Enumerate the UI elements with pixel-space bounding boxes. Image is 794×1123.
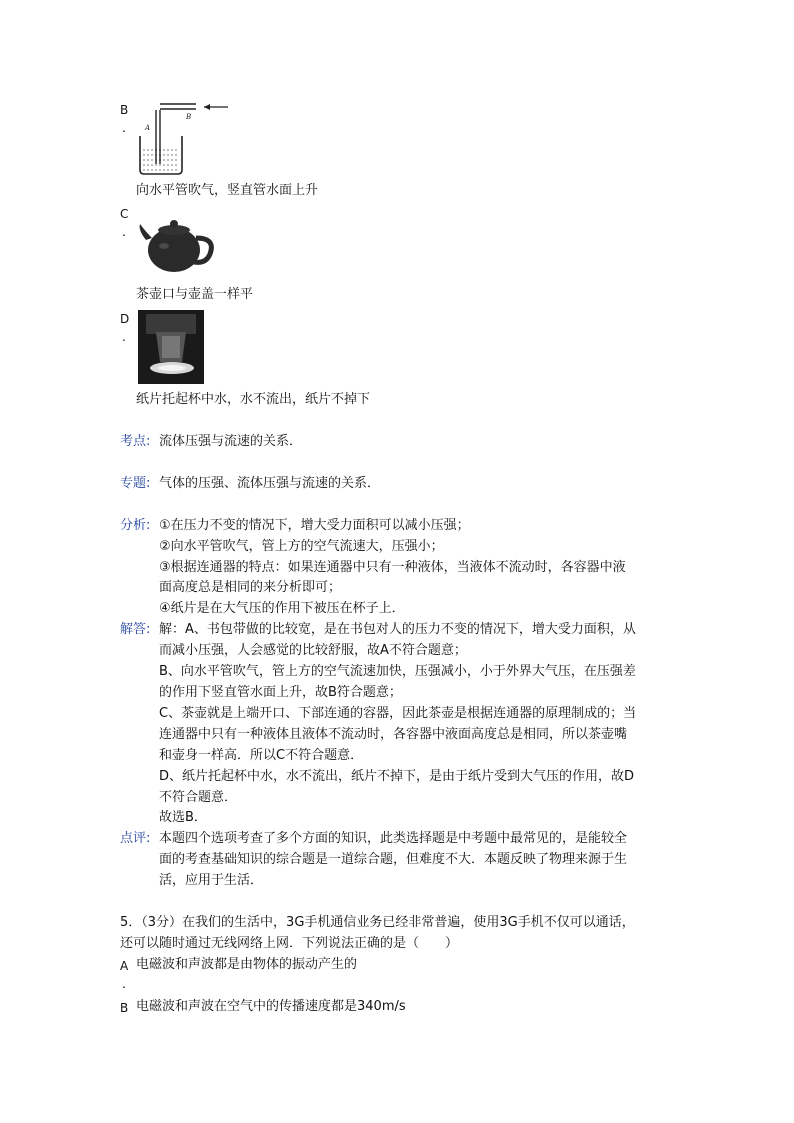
zhuanti-label: 专题: [120, 476, 151, 491]
q5-option-a-dot: . [122, 977, 126, 991]
jieda-line: 故选B． [159, 810, 207, 825]
option-d-letter: D [120, 312, 130, 326]
inverted-cup-photo [138, 310, 204, 384]
jieda-line: C、茶壶就是上端开口、下部连通的容器，因此茶壶是根据连通器的原理制成的；当 [159, 706, 637, 721]
option-b-caption: 向水平管吹气，竖直管水面上升 [136, 183, 319, 198]
tube-a-label: A [145, 124, 151, 132]
kaodian-text: 流体压强与流速的关系． [159, 434, 303, 449]
jieda-line: 而减小压强，人会感觉的比较舒服，故A不符合题意； [159, 643, 467, 658]
option-c-caption: 茶壶口与壶盖一样平 [136, 287, 254, 302]
dianping-label: 点评: [120, 831, 151, 846]
jieda-line: 解：A、书包带做的比较宽，是在书包对人的压力不变的情况下，增大受力面积，从 [159, 622, 636, 637]
fenxi-line: ①在压力不变的情况下，增大受力面积可以减小压强； [159, 518, 470, 533]
option-d-dot: . [122, 330, 126, 344]
dianping-line: 本题四个选项考查了多个方面的知识，此类选择题是中考题中最常见的，是能较全 [159, 831, 628, 846]
jieda-line: 和壶身一样高．所以C不符合题意． [159, 748, 364, 763]
q5-option-a-text: 电磁波和声波都是由物体的振动产生的 [136, 957, 358, 972]
option-b-dot: . [122, 121, 126, 135]
dianping-line: 面的考查基础知识的综合题是一道综合题，但难度不大．本题反映了物理来源于生 [159, 852, 628, 867]
q5-option-b-text: 电磁波和声波在空气中的传播速度都是340m/s [136, 999, 406, 1014]
zhuanti-text: 气体的压强、流体压强与流速的关系． [159, 476, 381, 491]
jieda-line: 不符合题意． [159, 790, 238, 805]
jieda-line: D、纸片托起杯中水，水不流出，纸片不掉下，是由于纸片受到大气压的作用，故D [159, 769, 635, 784]
teapot-photo [136, 210, 216, 276]
fenxi-line: 面高度总是相同的来分析即可； [159, 580, 342, 595]
fenxi-label: 分析: [120, 518, 151, 533]
jieda-label: 解答: [120, 622, 151, 637]
beaker-with-tubes-figure [136, 100, 232, 176]
jieda-line: B、向水平管吹气，管上方的空气流速加快，压强减小，小于外界大气压，在压强差 [159, 664, 636, 679]
jieda-line: 连通器中只有一种液体且液体不流动时，各容器中液面高度总是相同，所以茶壶嘴 [159, 727, 628, 742]
jieda-line: 的作用下竖直管水面上升，故B符合题意； [159, 685, 402, 700]
fenxi-line: ②向水平管吹气，管上方的空气流速大，压强小； [159, 539, 444, 554]
option-c-dot: . [122, 225, 126, 239]
question5-stem-line: 还可以随时通过无线网络上网．下列说法正确的是（ ） [120, 936, 459, 951]
option-c-letter: C [120, 207, 129, 221]
q5-option-a-letter: A [120, 959, 129, 973]
fenxi-line: ③根据连通器的特点：如果连通器中只有一种液体，当液体不流动时，各容器中液 [159, 560, 626, 575]
fenxi-line: ④纸片是在大气压的作用下被压在杯子上． [159, 601, 405, 616]
tube-b-label: B [186, 113, 192, 121]
q5-option-b-letter: B [120, 1001, 129, 1015]
kaodian-label: 考点: [120, 434, 151, 449]
option-d-caption: 纸片托起杯中水，水不流出，纸片不掉下 [136, 392, 371, 407]
option-b-letter: B [120, 103, 129, 117]
question5-stem-line: 5．（3分）在我们的生活中，3G手机通信业务已经非常普遍，使用3G手机不仅可以通话， [120, 915, 635, 930]
dianping-line: 活，应用于生活． [159, 873, 264, 888]
